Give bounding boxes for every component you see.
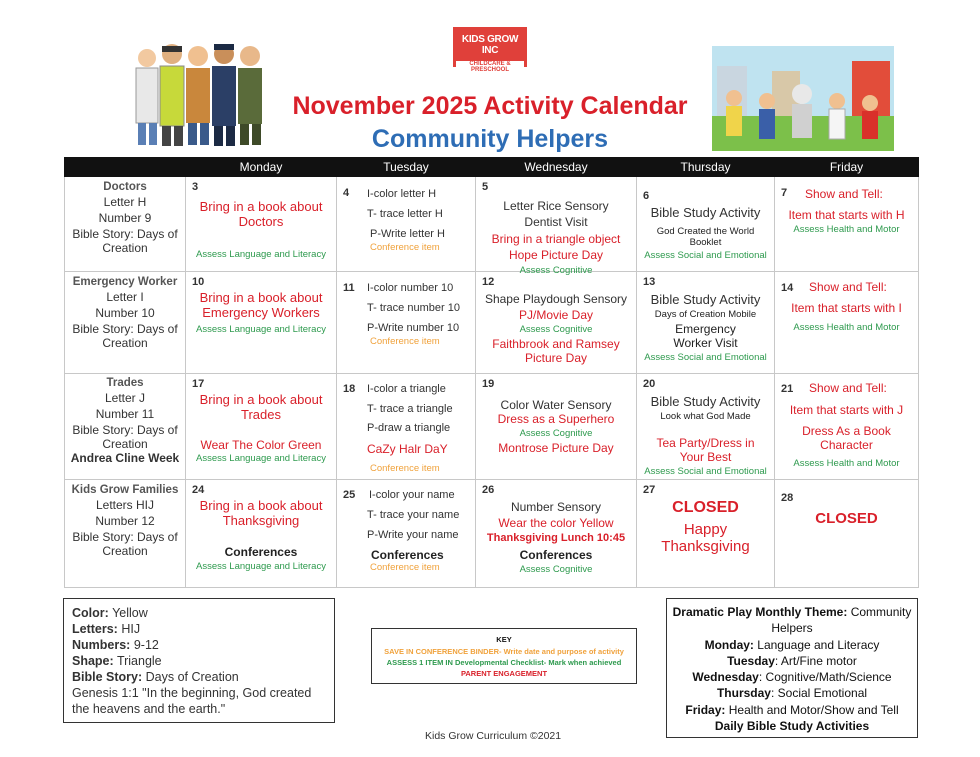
activity-line: Item that starts with H [788,208,905,222]
week-letter: Letter H [103,195,147,209]
theme-daily: Daily Bible Study Activities [714,719,870,734]
day-number: 4 [343,187,350,199]
activity-line: Montrose Picture Day [498,441,614,455]
day-cell [637,272,775,374]
day-cell [186,374,337,480]
activity-t: T- trace a triangle [367,403,453,415]
activity-line: Thanksgiving Lunch 10:45 [486,532,626,544]
assess-note: Assess Cognitive [519,265,593,276]
day-cell [337,480,476,588]
activity-line: Hope Picture Day [508,248,604,262]
day-number: 12 [482,276,495,288]
day-cell [337,177,476,272]
assess-note: Assess Social and Emotional [644,250,767,261]
activity-t: T- trace letter H [367,208,443,220]
week-topic: Kids Grow Families [71,484,179,496]
activity-line: Emergency Worker Visit [673,322,738,350]
header-monday: Monday [186,158,337,177]
day-number: 28 [781,492,794,504]
activity-i: I-color number 10 [367,282,454,294]
activity-line: Shape Playdough Sensory [484,292,628,306]
community-helpers-illustration-left [128,38,268,150]
activity-p: P-draw a triangle [367,422,451,434]
day-number: 3 [192,181,199,193]
day-cell [775,177,919,272]
logo-name: KIDS GROW INC [461,34,519,56]
week-topic: Doctors [103,181,147,193]
calendar-header-row [65,158,919,177]
activity-line: Show and Tell: [809,280,887,294]
summary-numbers: Numbers: 9-12 [72,638,159,652]
activity-line: Faithbrook and Ramsey Picture Day [492,337,620,365]
day-cell [476,374,637,480]
week-row [65,374,919,480]
activity-line: Bring in a triangle object [491,232,621,246]
week-topic-cell [65,374,186,480]
activity-line: Wear the color Yellow [498,516,614,530]
week-letter: Letter I [106,290,144,304]
summary-letters: Letters: HIJ [72,622,141,636]
day-number: 7 [781,187,788,199]
day-cell [337,374,476,480]
week-bible-story: Bible Story: Days of Creation [72,322,178,350]
activity-line: Bible Study Activity [650,292,761,307]
week-number: Number 10 [95,306,155,320]
header-friday: Friday [775,158,919,177]
day-number: 20 [643,378,656,390]
day-number: 10 [192,276,205,288]
week-topic-cell [65,272,186,374]
activity-p: P-Write letter H [370,228,445,240]
monthly-summary-box [63,598,335,723]
activity-line: Bible Study Activity [650,394,761,409]
activity-t: T- trace your name [367,509,460,521]
day-number: 25 [343,489,356,501]
activity-line: Wear The Color Green [200,438,322,452]
day-number: 6 [643,190,650,202]
activity-line: Color Water Sensory [500,398,612,412]
page-subtitle: Community Helpers [371,125,609,153]
week-topic-cell [65,480,186,588]
activity-line: PJ/Movie Day [518,308,594,322]
activity-i: I-color a triangle [367,383,446,395]
day-cell [637,374,775,480]
theme-monday: Monday: Language and Literacy [704,637,880,652]
activity-line: God Created the World Booklet [656,226,755,248]
calendar-table [64,157,919,588]
day-number: 11 [343,282,355,294]
theme-thursday: Thursday: Social Emotional [716,686,868,701]
book-activity: Bring in a book about Emergency Workers [199,290,323,320]
week-row [65,177,919,272]
week-topic: Trades [106,377,144,389]
header-tuesday: Tuesday [337,158,476,177]
day-cell [186,177,337,272]
week-number: Number 12 [95,514,155,528]
activity-line: Conferences [519,548,593,562]
activity-line: Conferences [224,545,298,559]
day-cell [186,272,337,374]
assess-note: Assess Cognitive [519,428,593,439]
assess-note: Assess Language and Literacy [196,249,326,260]
summary-verse: Genesis 1:1 "In the beginning, God created the heavens and the earth." [72,686,312,716]
activity-line: Look what God Made [660,411,751,422]
header-wednesday: Wednesday [476,158,637,177]
logo-tagline: CHILDCARE & PRESCHOOL [456,61,524,73]
activity-t: T- trace number 10 [367,302,460,314]
assess-note: Assess Language and Literacy [196,561,326,572]
day-cell [775,272,919,374]
day-number: 13 [643,276,656,288]
day-number: 21 [781,383,794,395]
holiday-label: Happy Thanksgiving [661,521,750,555]
key-parent-line: PARENT ENGAGEMENT [460,669,548,678]
day-number: 17 [192,378,205,390]
community-helpers-illustration-right [712,46,894,151]
day-cell [637,177,775,272]
day-cell [637,480,775,588]
week-row [65,272,919,374]
activity-line: Conferences [371,548,444,562]
activity-line: Show and Tell: [809,381,887,395]
assess-note: Assess Social and Emotional [644,352,767,363]
day-cell [476,480,637,588]
assess-note: Assess Language and Literacy [196,324,326,335]
assess-note: Assess Cognitive [519,564,593,575]
assess-note: Assess Cognitive [519,324,593,335]
activity-i: I-color your name [369,489,455,501]
activity-line: Item that starts with I [791,301,902,315]
logo [453,27,527,73]
theme-wednesday: Wednesday: Cognitive/Math/Science [692,670,892,685]
key-legend [371,628,637,684]
key-conference-line: SAVE IN CONFERENCE BINDER- Write date and purpose of activity [384,647,624,656]
day-number: 26 [482,484,495,496]
key-title: KEY [496,635,512,644]
day-cell [476,177,637,276]
assess-note: Assess Health and Motor [793,224,900,235]
header-thursday: Thursday [637,158,775,177]
week-special: Andrea Cline Week [70,451,180,465]
book-activity: Bring in a book about Trades [199,392,323,422]
day-number: 27 [643,484,656,496]
day-cell [775,480,919,588]
day-number: 19 [482,378,495,390]
week-letter: Letters HIJ [95,498,155,512]
week-row [65,480,919,588]
week-topic: Emergency Worker [72,276,178,288]
activity-line: Number Sensory [510,500,602,514]
activity-line: Item that starts with J [789,403,904,417]
activity-line: Bible Study Activity [650,205,761,220]
activity-p: P-Write your name [367,529,459,541]
week-topic-cell [65,177,186,272]
activity-line: Letter Rice Sensory [503,199,609,213]
activity-line: Tea Party/Dress in Your Best [656,436,755,464]
day-cell [337,272,476,374]
closed-label: CLOSED [815,510,878,527]
day-number: 18 [343,383,356,395]
activity-line: CaZy Halr DaY [367,442,448,456]
activity-p: P-Write number 10 [367,322,460,334]
theme-friday: Friday: Health and Motor/Show and Tell [685,702,899,717]
week-letter: Letter J [104,391,146,405]
conference-note: Conference item [370,463,440,474]
dramatic-play-theme-box [666,598,918,738]
activity-i: I-color letter H [367,188,437,200]
summary-color: Color: Yellow [72,606,148,620]
day-cell [775,374,919,480]
assess-note: Assess Language and Literacy [196,453,326,464]
summary-shape: Shape: Triangle [72,654,162,668]
activity-line: Dentist Visit [524,215,588,229]
activity-line: Days of Creation Mobile [654,309,757,320]
conference-note: Conference item [370,242,440,253]
activity-line: Show and Tell: [805,187,883,201]
activity-line: Dress As a Book Character [802,424,891,452]
week-number: Number 11 [95,407,155,421]
week-bible-story: Bible Story: Days of Creation [72,530,178,558]
assess-note: Assess Social and Emotional [644,466,767,477]
day-cell [476,272,637,374]
header-topic [65,158,186,177]
day-number: 14 [781,282,794,294]
conference-note: Conference item [370,562,440,573]
week-number: Number 9 [98,211,152,225]
page-title: November 2025 Activity Calendar [292,92,688,120]
assess-note: Assess Health and Motor [793,458,900,469]
closed-label: CLOSED [672,499,739,516]
theme-title: Dramatic Play Monthly Theme: Community Helpers [672,605,912,636]
footer-copyright: Kids Grow Curriculum ©2021 [425,730,562,742]
activity-line: Dress as a Superhero [497,412,615,426]
week-bible-story: Bible Story: Days of Creation [72,423,178,451]
week-bible-story: Bible Story: Days of Creation [72,227,178,255]
day-cell [186,480,337,588]
day-number: 24 [192,484,205,496]
day-number: 5 [482,181,489,193]
key-assess-line: ASSESS 1 ITEM IN Developmental Checklist- Mark when achieved [386,658,622,667]
conference-note: Conference item [370,336,440,347]
summary-bible: Bible Story: Days of Creation [72,670,239,684]
theme-tuesday: Tuesday: Art/Fine motor [727,653,857,668]
book-activity: Bring in a book about Thanksgiving [199,498,323,528]
book-activity: Bring in a book about Doctors [199,199,323,229]
assess-note: Assess Health and Motor [793,322,900,333]
